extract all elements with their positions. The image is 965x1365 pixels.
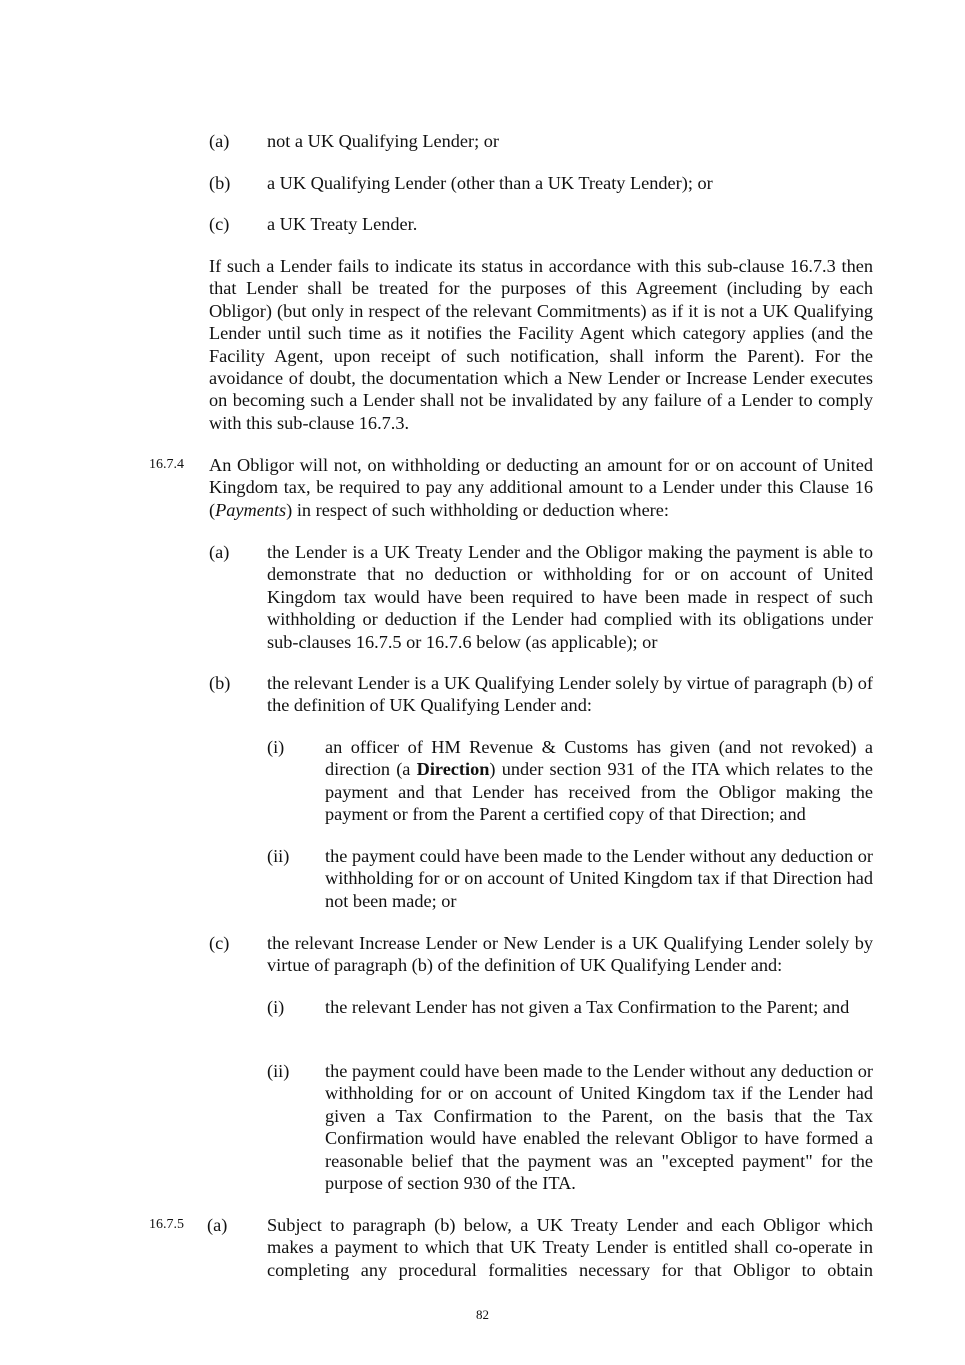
clause-16-7-4-c-i: the relevant Lender has not given a Tax Confirmation to the Parent; and: [325, 997, 850, 1017]
clause-16-7-4-label-a: (a): [209, 542, 230, 562]
direction-bold: Direction: [416, 759, 490, 780]
clause-16-7-4-c: the relevant Increase Lender or New Lender is a UK Qualifying Lender solely by virtue of paragraph (b) of the definition of UK Qualifying Lender and:: [267, 933, 873, 976]
list-label-b: (b): [209, 173, 231, 193]
list-label-a: (a): [209, 131, 230, 151]
clause-16-7-4-b: the relevant Lender is a UK Qualifying Lender solely by virtue of paragraph (b) of the definition of UK Qualifying Lender and:: [267, 673, 873, 716]
clause-number-16-7-5: 16.7.5: [149, 1217, 184, 1232]
clause-16-7-4-c-ii: the payment could have been made to the Lender without any deduction or withholding for or on account of United Kingdom tax if the Lender had given a Tax Confirmation to the Parent, on the basis that the Tax Confirmation would have enabled the relevant Obligor to have formed a reasonable belief that the payment was an "excepted payment" for the purpose of section 930 of the ITA.: [325, 1061, 873, 1194]
clause-16-7-4-a: the Lender is a UK Treaty Lender and the Obligor making the payment is able to demonstrate that no deduction or withholding for or on account of United Kingdom tax would have been required to have been made in respect of such withholding or deduction if the Lender had complied with its obligations under sub-clauses 16.7.5 or 16.7.6 below (as applicable); or: [267, 542, 873, 652]
list-item-b: a UK Qualifying Lender (other than a UK Treaty Lender); or: [267, 173, 713, 193]
clause-16-7-4-b-i: an officer of HM Revenue & Customs has given (and not revoked) a direction (a Direction) under section 931 of the ITA which relates to the payment and that Lender has received from the Obligor making the payment or from the Parent a certified copy of that Direction; and: [325, 737, 873, 825]
clause-16-7-4-c-label-ii: (ii): [267, 1061, 290, 1081]
clause-16-7-4-label-b: (b): [209, 673, 231, 693]
clause-16-7-4-b-label-ii: (ii): [267, 846, 290, 866]
list-item-a: not a UK Qualifying Lender; or: [267, 131, 500, 151]
clause-16-7-4-intro: An Obligor will not, on withholding or deducting an amount for or on account of United Kingdom tax, be required to pay any additional amount to a Lender under this Clause 16 (Payments) in respect of such withholding or deduction where:: [209, 455, 873, 520]
clause-16-7-4-b-label-i: (i): [267, 737, 285, 757]
clause-16-7-5-label-a: (a): [207, 1215, 228, 1235]
clause-16-7-4-c-label-i: (i): [267, 997, 285, 1017]
list-item-c: a UK Treaty Lender.: [267, 214, 418, 234]
list-label-c: (c): [209, 214, 230, 234]
clause-16-7-4-label-c: (c): [209, 933, 230, 953]
clause-number-16-7-4: 16.7.4: [149, 457, 184, 472]
payments-italic: Payments: [215, 499, 287, 520]
clause-16-7-5-a: Subject to paragraph (b) below, a UK Treaty Lender and each Obligor which makes a payment to which that UK Treaty Lender is entitled shall co-operate in completing any procedural formalities necessary for that Obligor to obtain: [267, 1215, 873, 1280]
page-number: 82: [476, 1307, 489, 1322]
clause-16-7-4-b-ii: the payment could have been made to the Lender without any deduction or withholding for or on account of United Kingdom tax if that Direction had not been made; or: [325, 846, 873, 911]
status-paragraph: If such a Lender fails to indicate its status in accordance with this sub-clause 16.7.3 then that Lender shall be treated for the purposes of this Agreement (including by each Obligor) (but only in respect of the relevant Commitments) as if it is not a UK Qualifying Lender until such time as it notifies the Facility Agent which category applies (and the Facility Agent, upon receipt of such notification, shall inform the Parent). For the avoidance of doubt, the documentation which a New Lender or Increase Lender executes on becoming such a Lender shall not be invalidated by any failure of a Lender to comply with this sub-clause 16.7.3.: [209, 256, 873, 433]
